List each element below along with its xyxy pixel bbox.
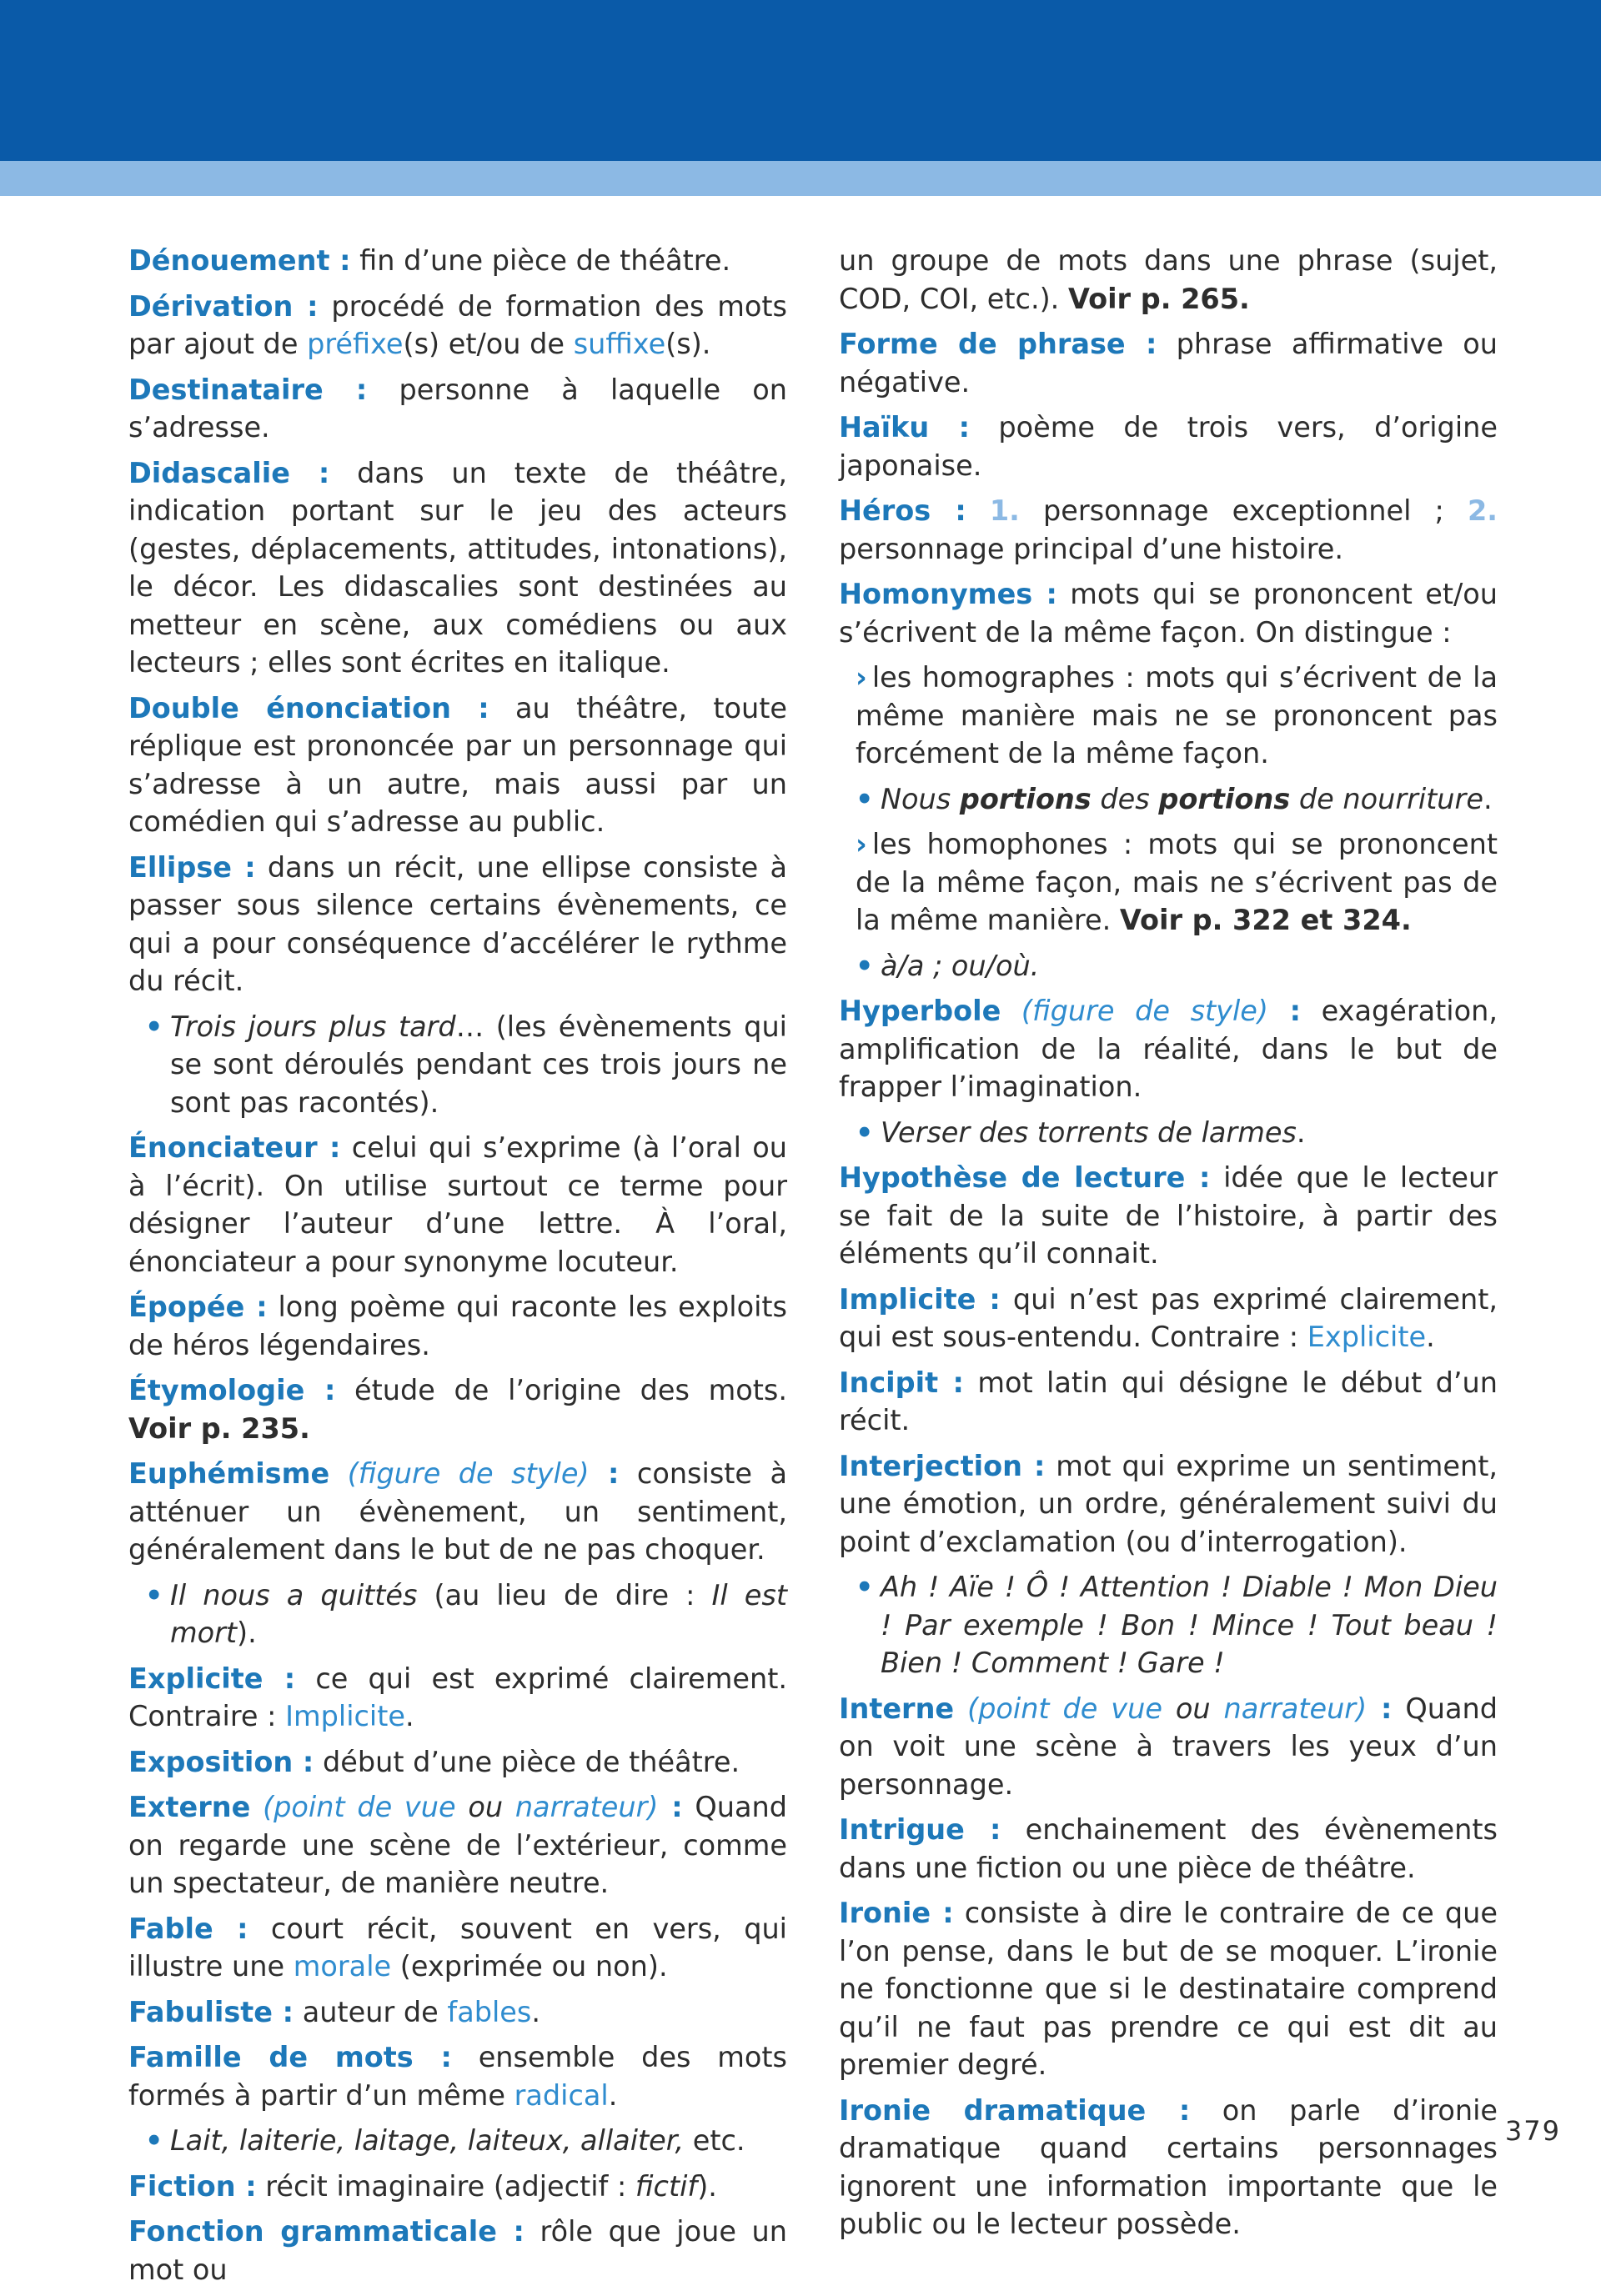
example-euphemisme: • Il nous a quittés (au lieu de dire : Il est mort). xyxy=(128,1577,787,1652)
example-hyperbole: • Verser des torrents de larmes. xyxy=(839,1114,1498,1152)
entry-term: Fabuliste : xyxy=(128,1995,294,2028)
entry-term: Interjection : xyxy=(839,1449,1046,1482)
entry-ellipse: Ellipse : dans un récit, une ellipse consiste à passer sous silence certains évènements, ce qui a pour conséquence d’accélérer le rythme du récit. xyxy=(128,850,787,997)
entry-fiction: Fiction : récit imaginaire (adjectif : fictif). xyxy=(128,2169,717,2203)
example-famille: • Lait, laiterie, laitage, laiteux, allaiter, etc. xyxy=(128,2122,787,2160)
entry-term: Hyperbole xyxy=(839,995,1001,1027)
link-radical[interactable]: radical xyxy=(514,2078,609,2112)
entry-heros: Héros : 1. personnage exceptionnel ; 2. personnage principal d’une histoire. xyxy=(839,494,1498,565)
entry-term: Forme de phrase : xyxy=(839,328,1157,360)
entry-intrigue: Intrigue : enchainement des évènements dans une fiction ou une pièce de théâtre. xyxy=(839,1813,1498,1884)
entry-interjection: Interjection : mot qui exprime un sentiment, une émotion, un ordre, généralement suivi du point d’exclamation (ou d’interrogation). xyxy=(839,1449,1498,1558)
entry-term: Intrigue : xyxy=(839,1813,1001,1846)
entry-term: Ironie : xyxy=(839,1897,954,1929)
entry-term: Explicite : xyxy=(128,1662,296,1695)
sub-item-homographes: › les homographes : mots qui s’écrivent de la même manière mais ne se prononcent pas forcément de la même façon. xyxy=(856,661,1498,770)
entry-term: Didascalie : xyxy=(128,456,330,489)
entry-fabuliste: Fabuliste : auteur de fables. xyxy=(128,1995,541,2028)
header-band xyxy=(0,0,1601,161)
sub-item-homophones: › les homophones : mots qui se prononcent de la même façon, mais ne s’écrivent pas de la même manière. Voir p. 322 et 324. xyxy=(856,828,1498,936)
entry-term: Fable : xyxy=(128,1912,248,1945)
entry-derivation: Dérivation : procédé de formation des mots par ajout de préfixe(s) et/ou de suffixe(s). xyxy=(128,289,788,360)
entry-term: Dérivation : xyxy=(128,289,319,323)
entry-denouement: Dénouement : fin d’une pièce de théâtre. xyxy=(128,244,731,277)
entry-term: Destinataire : xyxy=(128,373,368,406)
entry-term: Héros : xyxy=(839,494,966,527)
header-light-band xyxy=(0,161,1601,196)
entry-fable: Fable : court récit, souvent en vers, qui illustre une morale (exprimée ou non). xyxy=(128,1912,787,1983)
bullet-icon: • xyxy=(145,1010,163,1043)
entry-term: Double énonciation : xyxy=(128,691,489,724)
entry-term: Fonction grammaticale : xyxy=(128,2215,524,2248)
bullet-icon: • xyxy=(856,1571,874,1603)
example-homographes: • Nous portions des portions de nourriture. xyxy=(839,780,1498,819)
entry-enonciateur: Énonciateur : celui qui s’exprime (à l’oral ou à l’écrit). On utilise surtout ce terme pour désigner l’auteur d’une lettre. À l’oral, énonciateur a pour synonyme locuteur. xyxy=(128,1131,787,1278)
entry-ironie: Ironie : consiste à dire le contraire de ce que l’on pense, dans le but de se moquer. L’ironie ne fonctionne que si le destinataire comprend qu’il ne faut pas prendre ce qui est dit au premier degré. xyxy=(839,1897,1498,2081)
link-explicite[interactable]: Explicite xyxy=(1307,1321,1427,1353)
entry-term: Hypothèse de lecture : xyxy=(839,1161,1211,1194)
link-morale[interactable]: morale xyxy=(293,1950,392,1983)
entry-didascalie: Didascalie : dans un texte de théâtre, indication portant sur le jeu des acteurs (gestes, déplacements, attitudes, intonations), le décor. Les didascalies sont destinées au metteur en scène, aux comédiens ou aux lecteurs ; elles sont écrites en italique. xyxy=(128,456,787,679)
entry-term: Euphémisme xyxy=(128,1457,330,1490)
bullet-icon: • xyxy=(856,782,874,815)
entry-hypothese-de-lecture: Hypothèse de lecture : idée que le lecteur se fait de la suite de l’histoire, à partir des éléments qu’il connait. xyxy=(839,1161,1498,1270)
chevron-right-icon: › xyxy=(856,661,867,694)
link-implicite[interactable]: Implicite xyxy=(285,1700,405,1732)
link-fables[interactable]: fables xyxy=(447,1995,532,2028)
entry-forme-de-phrase: Forme de phrase : phrase affirmative ou négative. xyxy=(839,328,1498,399)
example-interjection: • Ah ! Aïe ! Ô ! Attention ! Diable ! Mon Dieu ! Par exemple ! Bon ! Mince ! Tout beau ! Bien ! Comment ! Gare ! xyxy=(839,1568,1498,1682)
entry-term: Dénouement : xyxy=(128,244,351,277)
entry-homonymes: Homonymes : mots qui se prononcent et/ou s’écrivent de la même façon. On distingue : xyxy=(839,578,1498,649)
entry-fonction-continued: un groupe de mots dans une phrase (sujet, COD, COI, etc.). Voir p. 265. xyxy=(839,244,1498,315)
link-suffixe[interactable]: suffixe xyxy=(573,328,666,360)
entry-term: Interne xyxy=(839,1692,955,1725)
entry-term: Externe xyxy=(128,1791,251,1823)
entry-term: Ellipse : xyxy=(128,850,256,884)
entry-exposition: Exposition : début d’une pièce de théâtre. xyxy=(128,1745,740,1778)
entry-fonction-grammaticale: Fonction grammaticale : rôle que joue un mot ou xyxy=(128,2215,788,2286)
bullet-icon: • xyxy=(145,1578,163,1612)
entry-term: Homonymes : xyxy=(839,578,1057,610)
bullet-icon: • xyxy=(145,2124,163,2157)
entry-term: Haïku : xyxy=(839,411,971,444)
entry-haiku: Haïku : poème de trois vers, d’origine japonaise. xyxy=(839,411,1498,482)
page-reference: Voir p. 322 et 324. xyxy=(1119,904,1412,936)
entry-etymologie: Étymologie : étude de l’origine des mots. Voir p. 235. xyxy=(128,1374,787,1445)
entry-term: Énonciateur : xyxy=(128,1131,341,1164)
entry-destinataire: Destinataire : personne à laquelle on s’adresse. xyxy=(128,373,787,444)
entry-implicite: Implicite : qui n’est pas exprimé clairement, qui est sous-entendu. Contraire : Explicite. xyxy=(839,1282,1498,1353)
entry-term: Incipit : xyxy=(839,1366,964,1399)
left-column xyxy=(128,242,787,2296)
entry-term: Fiction : xyxy=(128,2169,257,2203)
entry-ironie-dramatique: Ironie dramatique : on parle d’ironie dramatique quand certains personnages ignorent une information importante que le public ou le lecteur possède. xyxy=(839,2093,1498,2240)
example-ellipse: • Trois jours plus tard… (les évènements qui se sont déroulés pendant ces trois jours ne sont pas racontés). xyxy=(128,1008,787,1122)
chevron-right-icon: › xyxy=(856,828,867,860)
entry-euphemisme: Euphémisme (figure de style) : consiste à atténuer un évènement, un sentiment, généralement dans le but de ne pas choquer. xyxy=(128,1457,788,1566)
entry-epopee: Épopée : long poème qui raconte les exploits de héros légendaires. xyxy=(128,1291,787,1361)
entry-externe: Externe (point de vue ou narrateur) : Quand on regarde une scène de l’extérieur, comme un spectateur, de manière neutre. xyxy=(128,1791,788,1899)
page-reference: Voir p. 235. xyxy=(128,1411,310,1445)
bullet-icon: • xyxy=(856,1115,874,1149)
entry-term: Épopée : xyxy=(128,1291,268,1323)
entry-term: Ironie dramatique : xyxy=(839,2093,1191,2127)
page-number: 379 xyxy=(1504,2115,1561,2147)
entry-interne: Interne (point de vue ou narrateur) : Quand on voit une scène à travers les yeux d’un personnage. xyxy=(839,1692,1498,1801)
entry-term: Exposition : xyxy=(128,1745,314,1778)
right-column xyxy=(839,242,1498,2251)
entry-incipit: Incipit : mot latin qui désigne le début d’un récit. xyxy=(839,1366,1498,1436)
entry-term: Famille de mots : xyxy=(128,2041,452,2073)
page-reference: Voir p. 265. xyxy=(1067,282,1250,315)
link-prefixe[interactable]: préfixe xyxy=(307,328,404,360)
entry-term: Étymologie : xyxy=(128,1374,336,1406)
example-homophones: • à/a ; ou/où. xyxy=(839,947,1498,985)
entry-hyperbole: Hyperbole (figure de style) : exagération, amplification de la réalité, dans le but de frapper l’imagination. xyxy=(839,995,1498,1103)
entry-famille-de-mots: Famille de mots : ensemble des mots formés à partir d’un même radical. xyxy=(128,2041,787,2112)
entry-term: Implicite : xyxy=(839,1282,1001,1316)
bullet-icon: • xyxy=(856,949,874,982)
entry-double-enonciation: Double énonciation : au théâtre, toute réplique est prononcée par un personnage qui s’adresse à un autre, mais aussi par un comédien qui s’adresse au public. xyxy=(128,691,787,838)
entry-explicite: Explicite : ce qui est exprimé clairement. Contraire : Implicite. xyxy=(128,1662,787,1732)
